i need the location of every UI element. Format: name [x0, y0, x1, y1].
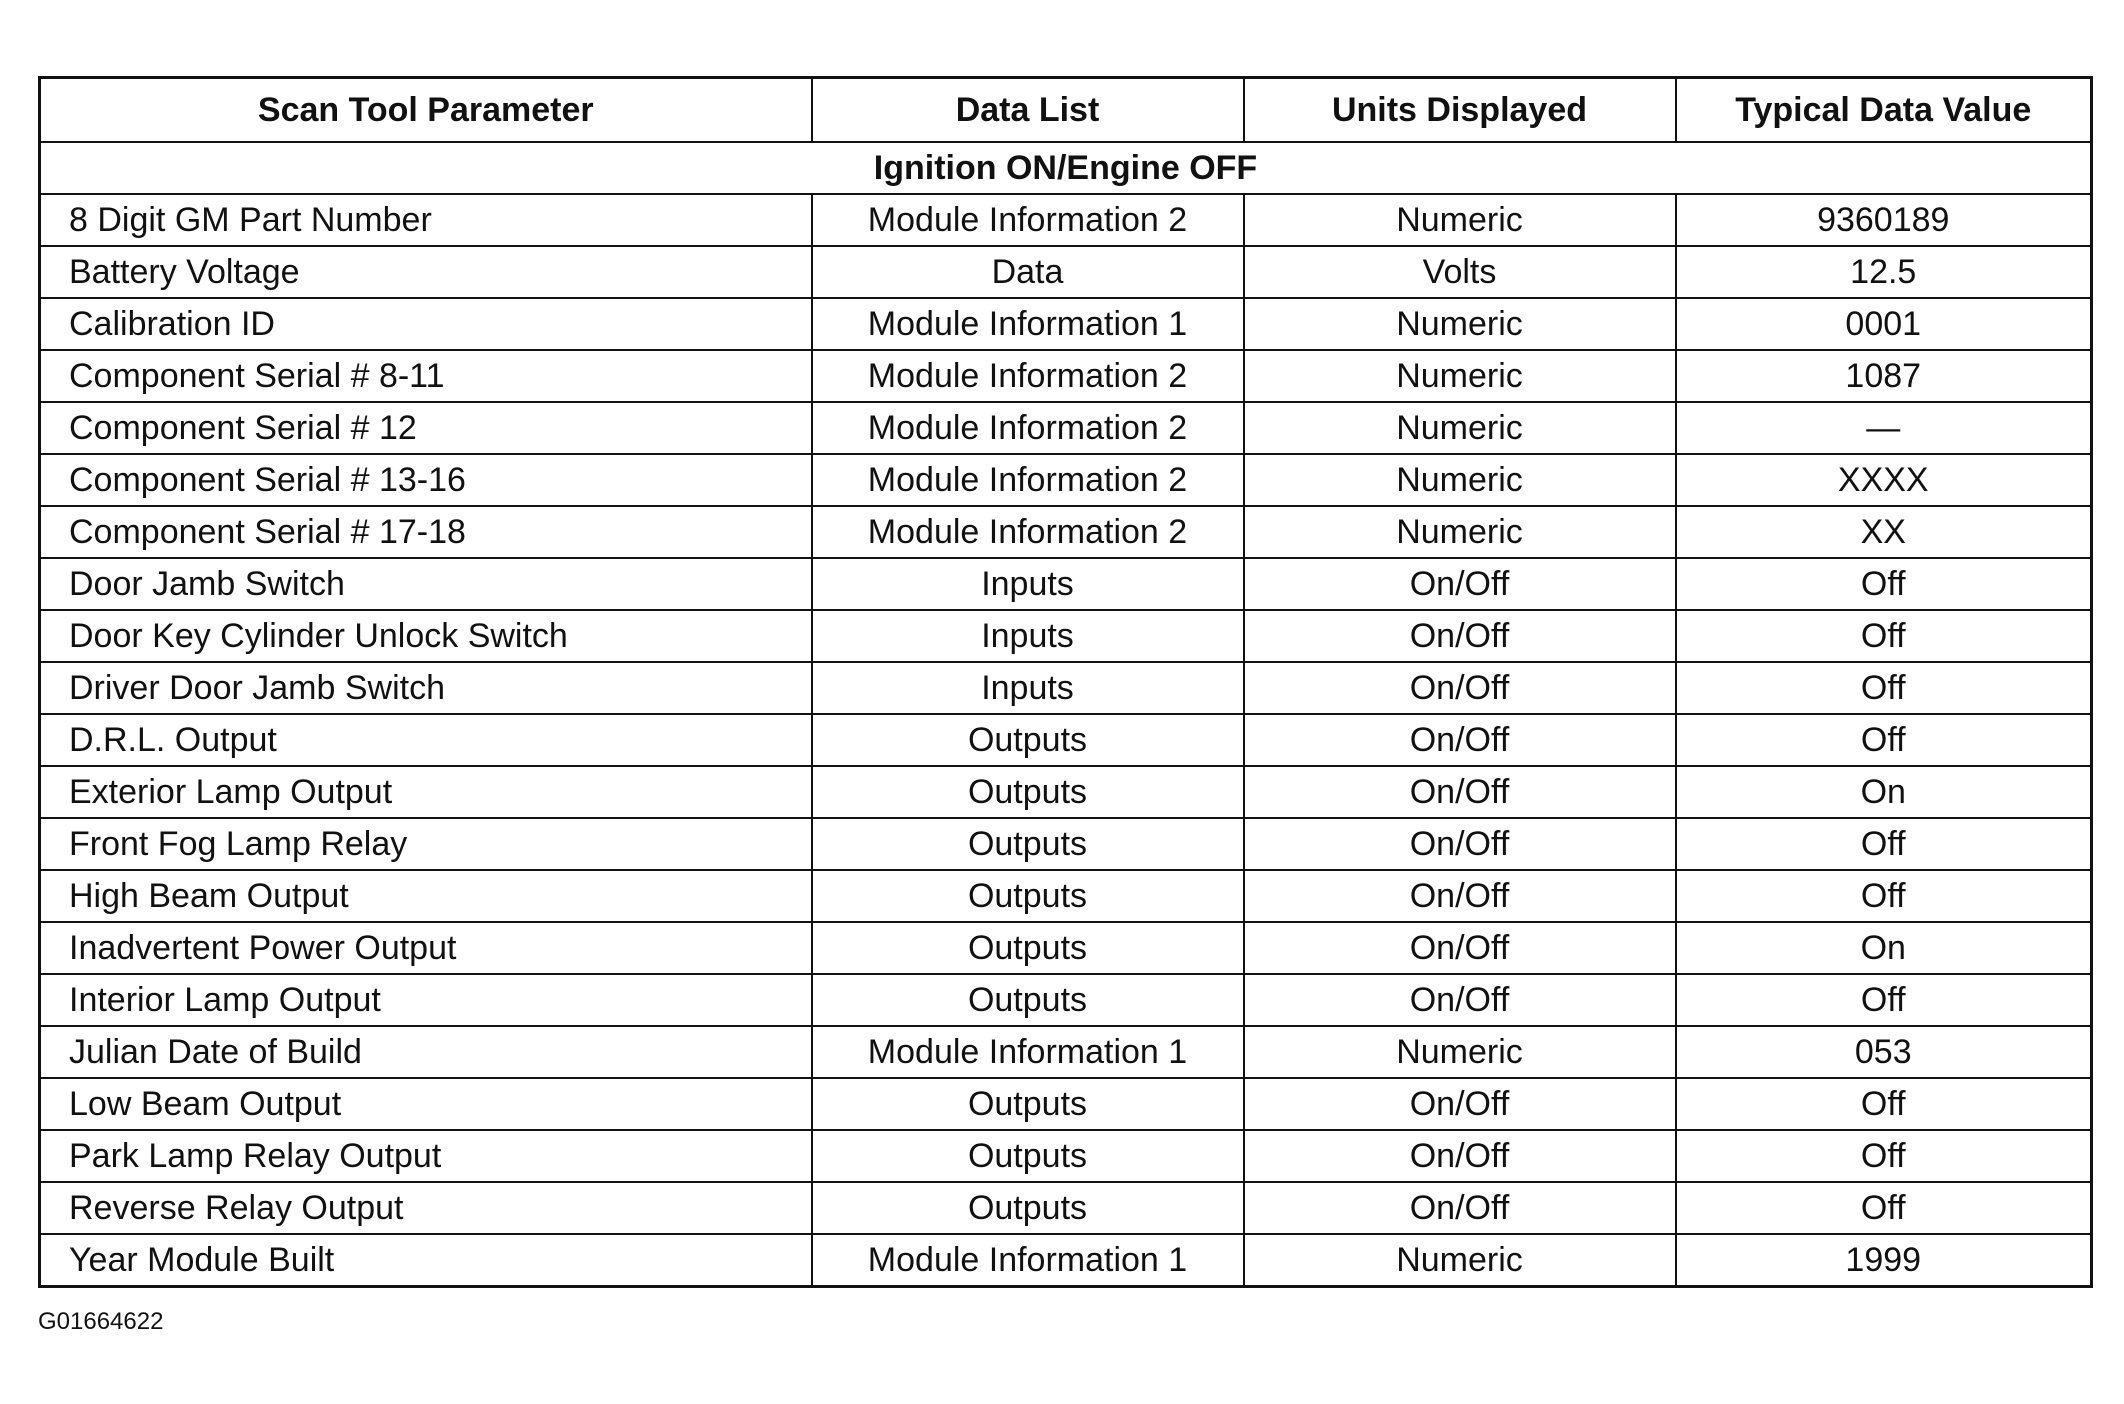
- value-cell: On: [1676, 922, 2092, 974]
- units-cell: On/Off: [1244, 610, 1676, 662]
- units-cell: On/Off: [1244, 662, 1676, 714]
- value-cell: 1999: [1676, 1234, 2092, 1287]
- units-cell: On/Off: [1244, 1078, 1676, 1130]
- table-row: [40, 194, 2092, 246]
- parameter-cell: Component Serial # 17-18: [40, 506, 812, 558]
- parameter-cell: Reverse Relay Output: [40, 1182, 812, 1234]
- data-list-cell: Module Information 2: [812, 506, 1244, 558]
- units-cell: Numeric: [1244, 1234, 1676, 1287]
- parameter-cell: Inadvertent Power Output: [40, 922, 812, 974]
- parameter-cell: Julian Date of Build: [40, 1026, 812, 1078]
- data-list-cell: Outputs: [812, 1130, 1244, 1182]
- data-list-cell: Outputs: [812, 922, 1244, 974]
- parameter-cell: Year Module Built: [40, 1234, 812, 1287]
- units-cell: On/Off: [1244, 870, 1676, 922]
- value-cell: 12.5: [1676, 246, 2092, 298]
- units-cell: On/Off: [1244, 974, 1676, 1026]
- data-list-cell: Inputs: [812, 610, 1244, 662]
- data-list-cell: Data: [812, 246, 1244, 298]
- parameter-cell: Park Lamp Relay Output: [40, 1130, 812, 1182]
- parameter-cell: Door Key Cylinder Unlock Switch: [40, 610, 812, 662]
- value-cell: Off: [1676, 1182, 2092, 1234]
- table-row: [40, 870, 2092, 922]
- units-cell: Numeric: [1244, 298, 1676, 350]
- value-cell: Off: [1676, 714, 2092, 766]
- parameter-cell: Interior Lamp Output: [40, 974, 812, 1026]
- table-row: [40, 662, 2092, 714]
- section-title: Ignition ON/Engine OFF: [40, 142, 2092, 194]
- units-cell: Numeric: [1244, 402, 1676, 454]
- header-scan-tool-parameter: Scan Tool Parameter: [40, 78, 812, 143]
- table-row: [40, 714, 2092, 766]
- table-row: [40, 766, 2092, 818]
- units-cell: On/Off: [1244, 766, 1676, 818]
- table-row: [40, 506, 2092, 558]
- header-units-displayed: Units Displayed: [1244, 78, 1676, 143]
- value-cell: XXXX: [1676, 454, 2092, 506]
- value-cell: 1087: [1676, 350, 2092, 402]
- header-data-list: Data List: [812, 78, 1244, 143]
- parameter-cell: Front Fog Lamp Relay: [40, 818, 812, 870]
- scan-tool-data-table: [38, 76, 2093, 1288]
- value-cell: On: [1676, 766, 2092, 818]
- value-cell: Off: [1676, 662, 2092, 714]
- data-list-cell: Module Information 2: [812, 194, 1244, 246]
- data-list-cell: Outputs: [812, 818, 1244, 870]
- table-row: [40, 1078, 2092, 1130]
- parameter-cell: Low Beam Output: [40, 1078, 812, 1130]
- value-cell: —: [1676, 402, 2092, 454]
- parameter-cell: Component Serial # 8-11: [40, 350, 812, 402]
- parameter-cell: Door Jamb Switch: [40, 558, 812, 610]
- parameter-cell: D.R.L. Output: [40, 714, 812, 766]
- units-cell: On/Off: [1244, 714, 1676, 766]
- value-cell: Off: [1676, 558, 2092, 610]
- data-list-cell: Module Information 1: [812, 1026, 1244, 1078]
- table-row: [40, 974, 2092, 1026]
- value-cell: 053: [1676, 1026, 2092, 1078]
- value-cell: Off: [1676, 1130, 2092, 1182]
- units-cell: On/Off: [1244, 1182, 1676, 1234]
- data-list-cell: Module Information 2: [812, 350, 1244, 402]
- data-list-cell: Outputs: [812, 974, 1244, 1026]
- data-list-cell: Outputs: [812, 766, 1244, 818]
- units-cell: Volts: [1244, 246, 1676, 298]
- value-cell: XX: [1676, 506, 2092, 558]
- table-row: [40, 922, 2092, 974]
- table-row: [40, 558, 2092, 610]
- units-cell: On/Off: [1244, 922, 1676, 974]
- table-row: [40, 298, 2092, 350]
- table-row: [40, 1182, 2092, 1234]
- table-header-row: [40, 78, 2092, 143]
- table-row: [40, 1130, 2092, 1182]
- data-list-cell: Outputs: [812, 1182, 1244, 1234]
- header-typical-data-value: Typical Data Value: [1676, 78, 2092, 143]
- data-list-cell: Module Information 1: [812, 1234, 1244, 1287]
- value-cell: Off: [1676, 818, 2092, 870]
- value-cell: 0001: [1676, 298, 2092, 350]
- parameter-cell: Calibration ID: [40, 298, 812, 350]
- units-cell: On/Off: [1244, 558, 1676, 610]
- units-cell: Numeric: [1244, 194, 1676, 246]
- value-cell: Off: [1676, 974, 2092, 1026]
- value-cell: Off: [1676, 1078, 2092, 1130]
- section-row: [40, 142, 2092, 194]
- units-cell: Numeric: [1244, 350, 1676, 402]
- data-list-cell: Inputs: [812, 558, 1244, 610]
- data-list-cell: Outputs: [812, 1078, 1244, 1130]
- table-row: [40, 610, 2092, 662]
- data-list-cell: Inputs: [812, 662, 1244, 714]
- table-row: [40, 246, 2092, 298]
- data-list-cell: Module Information 2: [812, 454, 1244, 506]
- parameter-cell: High Beam Output: [40, 870, 812, 922]
- parameter-cell: Component Serial # 12: [40, 402, 812, 454]
- units-cell: Numeric: [1244, 506, 1676, 558]
- units-cell: Numeric: [1244, 454, 1676, 506]
- value-cell: Off: [1676, 610, 2092, 662]
- value-cell: Off: [1676, 870, 2092, 922]
- data-list-cell: Module Information 1: [812, 298, 1244, 350]
- table-row: [40, 402, 2092, 454]
- table-row: [40, 1026, 2092, 1078]
- units-cell: On/Off: [1244, 818, 1676, 870]
- parameter-cell: 8 Digit GM Part Number: [40, 194, 812, 246]
- table-row: [40, 818, 2092, 870]
- parameter-cell: Exterior Lamp Output: [40, 766, 812, 818]
- parameter-cell: Component Serial # 13-16: [40, 454, 812, 506]
- units-cell: Numeric: [1244, 1026, 1676, 1078]
- data-list-cell: Outputs: [812, 714, 1244, 766]
- parameter-cell: Battery Voltage: [40, 246, 812, 298]
- table-row: [40, 350, 2092, 402]
- table-row: [40, 1234, 2092, 1287]
- value-cell: 9360189: [1676, 194, 2092, 246]
- table-row: [40, 454, 2092, 506]
- data-list-cell: Outputs: [812, 870, 1244, 922]
- data-list-cell: Module Information 2: [812, 402, 1244, 454]
- figure-id: G01664622: [38, 1308, 164, 1335]
- units-cell: On/Off: [1244, 1130, 1676, 1182]
- parameter-cell: Driver Door Jamb Switch: [40, 662, 812, 714]
